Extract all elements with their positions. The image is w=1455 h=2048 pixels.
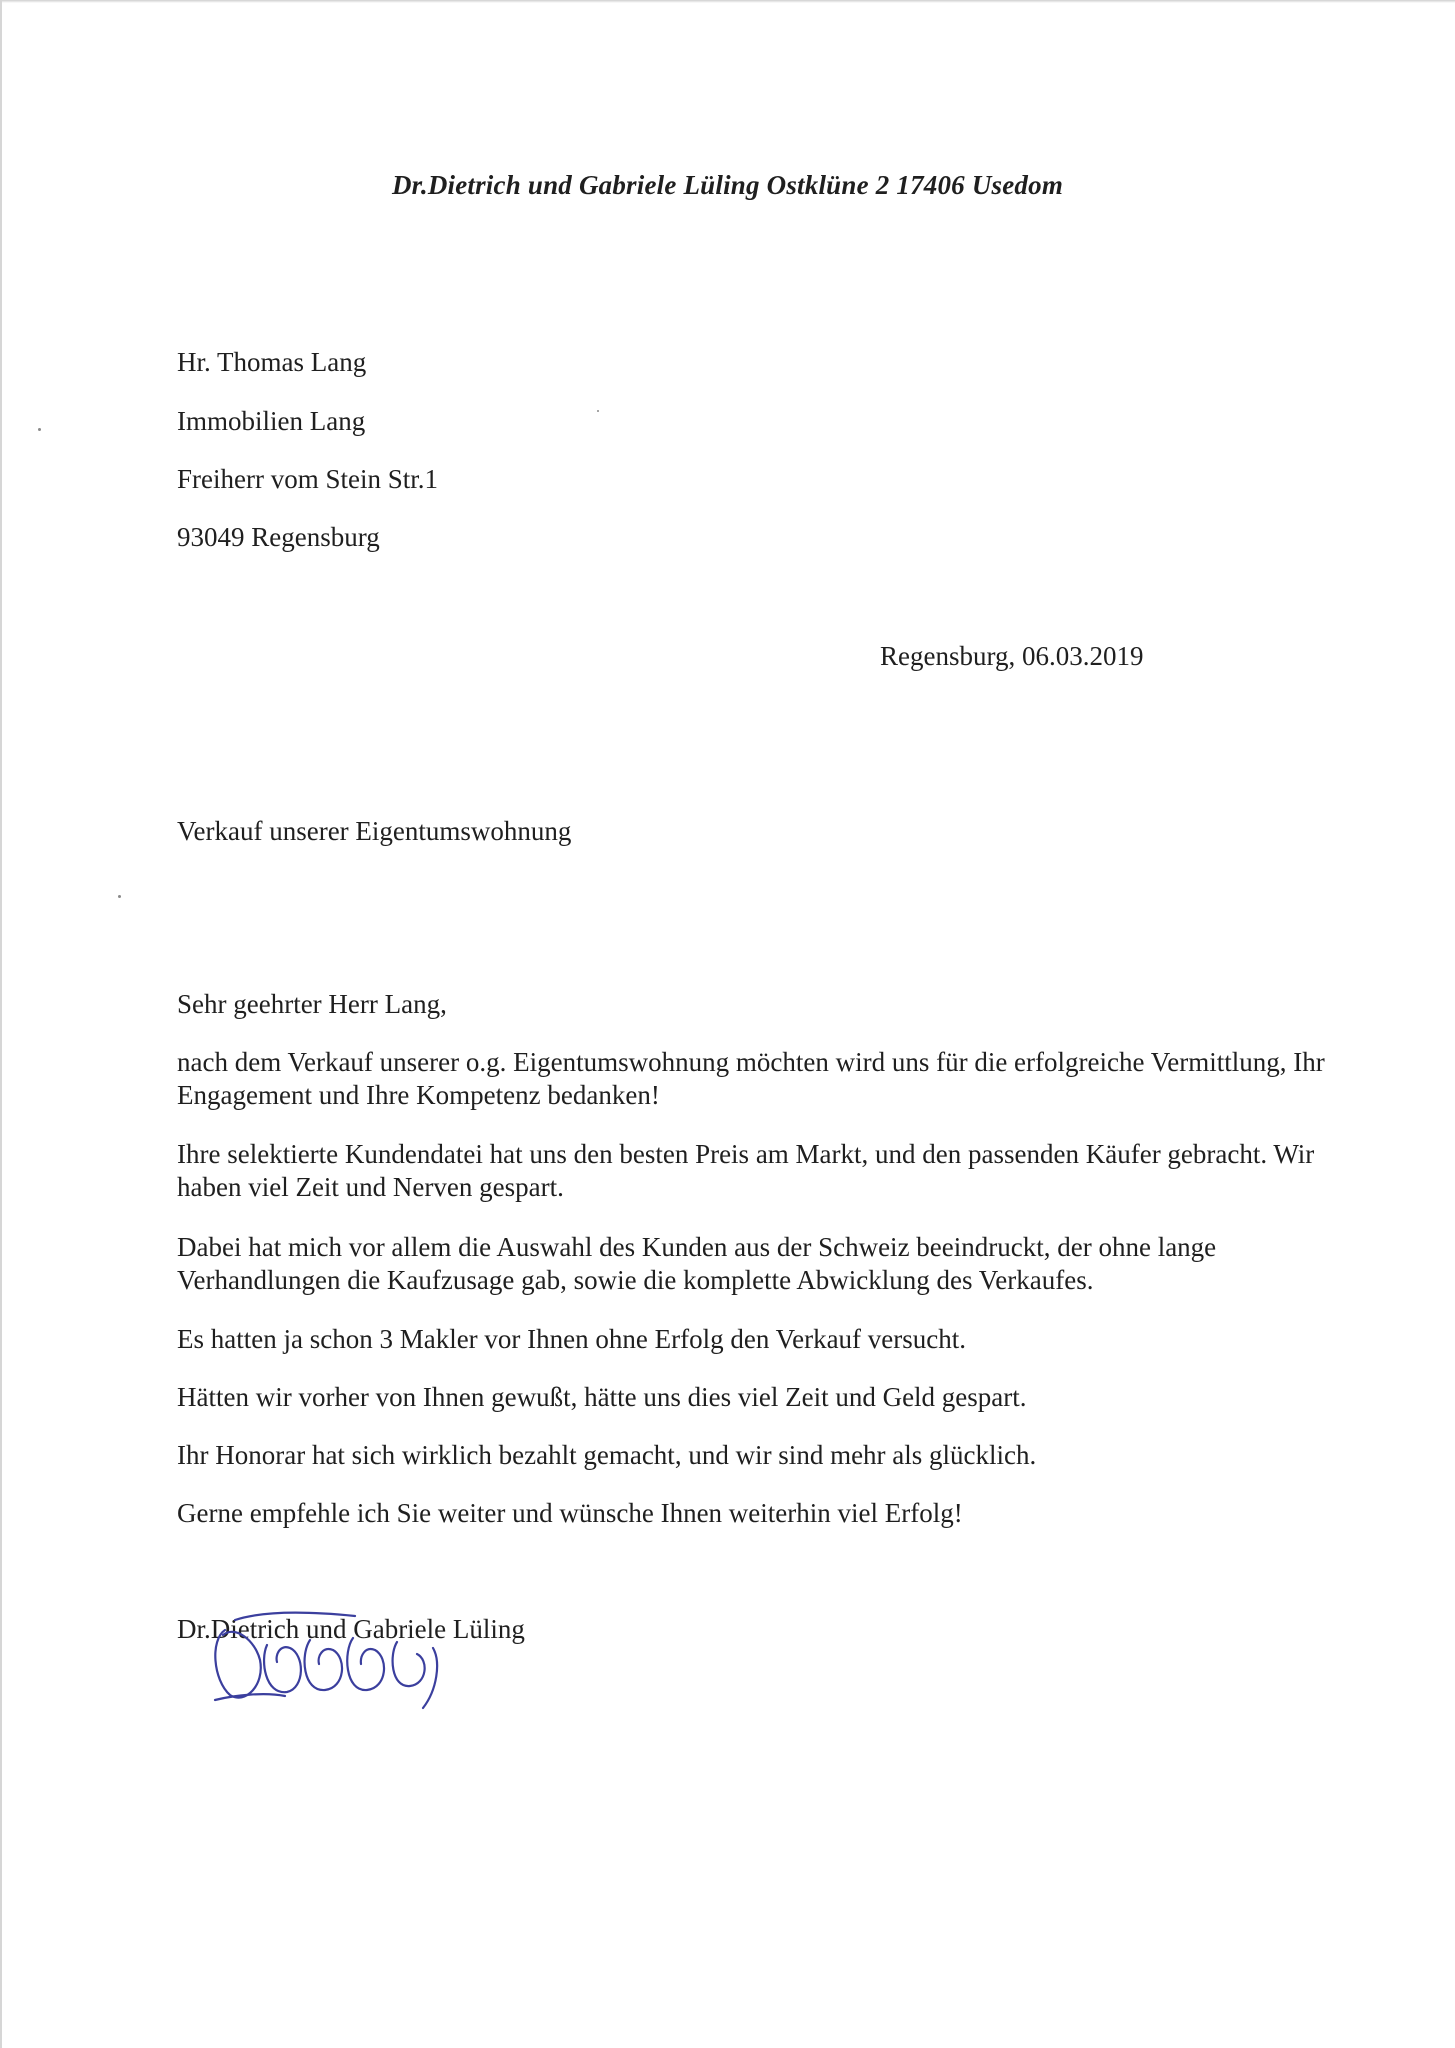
body-paragraph: Ihr Honorar hat sich wirklich bezahlt gemacht, und wir sind mehr als glücklich.: [177, 1440, 1037, 1470]
signature-stroke: [347, 1638, 384, 1690]
salutation: Sehr geehrter Herr Lang,: [177, 989, 447, 1019]
body-paragraph: nach dem Verkauf unserer o.g. Eigentumswohnung möchten wird uns für die erfolgreiche Vermittlung, Ihr Engagement und Ihre Kompetenz bedanken!: [177, 1047, 1325, 1110]
signature-stroke: [264, 1645, 301, 1692]
closing-name: Dr.Dietrich und Gabriele Lüling: [177, 1614, 525, 1644]
body-paragraph: Ihre selektierte Kundendatei hat uns den besten Preis am Markt, und den passenden Käufer gebracht. Wir haben viel Zeit und Nerven gespart.: [177, 1139, 1315, 1202]
scan-speck: [597, 410, 599, 412]
letterhead: Dr.Dietrich und Gabriele Lüling Ostklüne 2 17406 Usedom: [391, 170, 1064, 200]
scan-speck: [38, 428, 41, 431]
recipient-name: Hr. Thomas Lang: [177, 347, 367, 377]
scan-speck: [118, 895, 121, 898]
signature-stroke: [215, 1630, 260, 1698]
letter-date: Regensburg, 06.03.2019: [880, 641, 1144, 671]
recipient-street: Freiherr vom Stein Str.1: [177, 464, 438, 494]
signature-stroke: [235, 1613, 355, 1620]
recipient-company: Immobilien Lang: [177, 406, 366, 436]
signature-stroke: [305, 1640, 342, 1690]
body-paragraph: Dabei hat mich vor allem die Auswahl des Kunden aus der Schweiz beeindruckt, der ohne lange Verhandlungen die Kaufzusage gab, sowie die komplette Abwicklung des Verkaufes.: [177, 1232, 1217, 1295]
subject-line: Verkauf unserer Eigentumswohnung: [177, 816, 572, 846]
signature-stroke: [393, 1642, 425, 1686]
body-paragraph: Hätten wir vorher von Ihnen gewußt, hätte uns dies viel Zeit und Geld gespart.: [177, 1382, 1027, 1412]
handwritten-signature: [205, 1600, 455, 1720]
body-paragraph: Gerne empfehle ich Sie weiter und wünsche Ihnen weiterhin viel Erfolg!: [177, 1498, 963, 1528]
recipient-city: 93049 Regensburg: [177, 522, 380, 552]
signature-stroke: [215, 1694, 285, 1700]
scan-edge-left: [0, 0, 2, 2048]
signature-stroke: [423, 1648, 437, 1708]
scan-edge-top: [0, 0, 1455, 3]
body-paragraph: Es hatten ja schon 3 Makler vor Ihnen ohne Erfolg den Verkauf versucht.: [177, 1324, 967, 1354]
